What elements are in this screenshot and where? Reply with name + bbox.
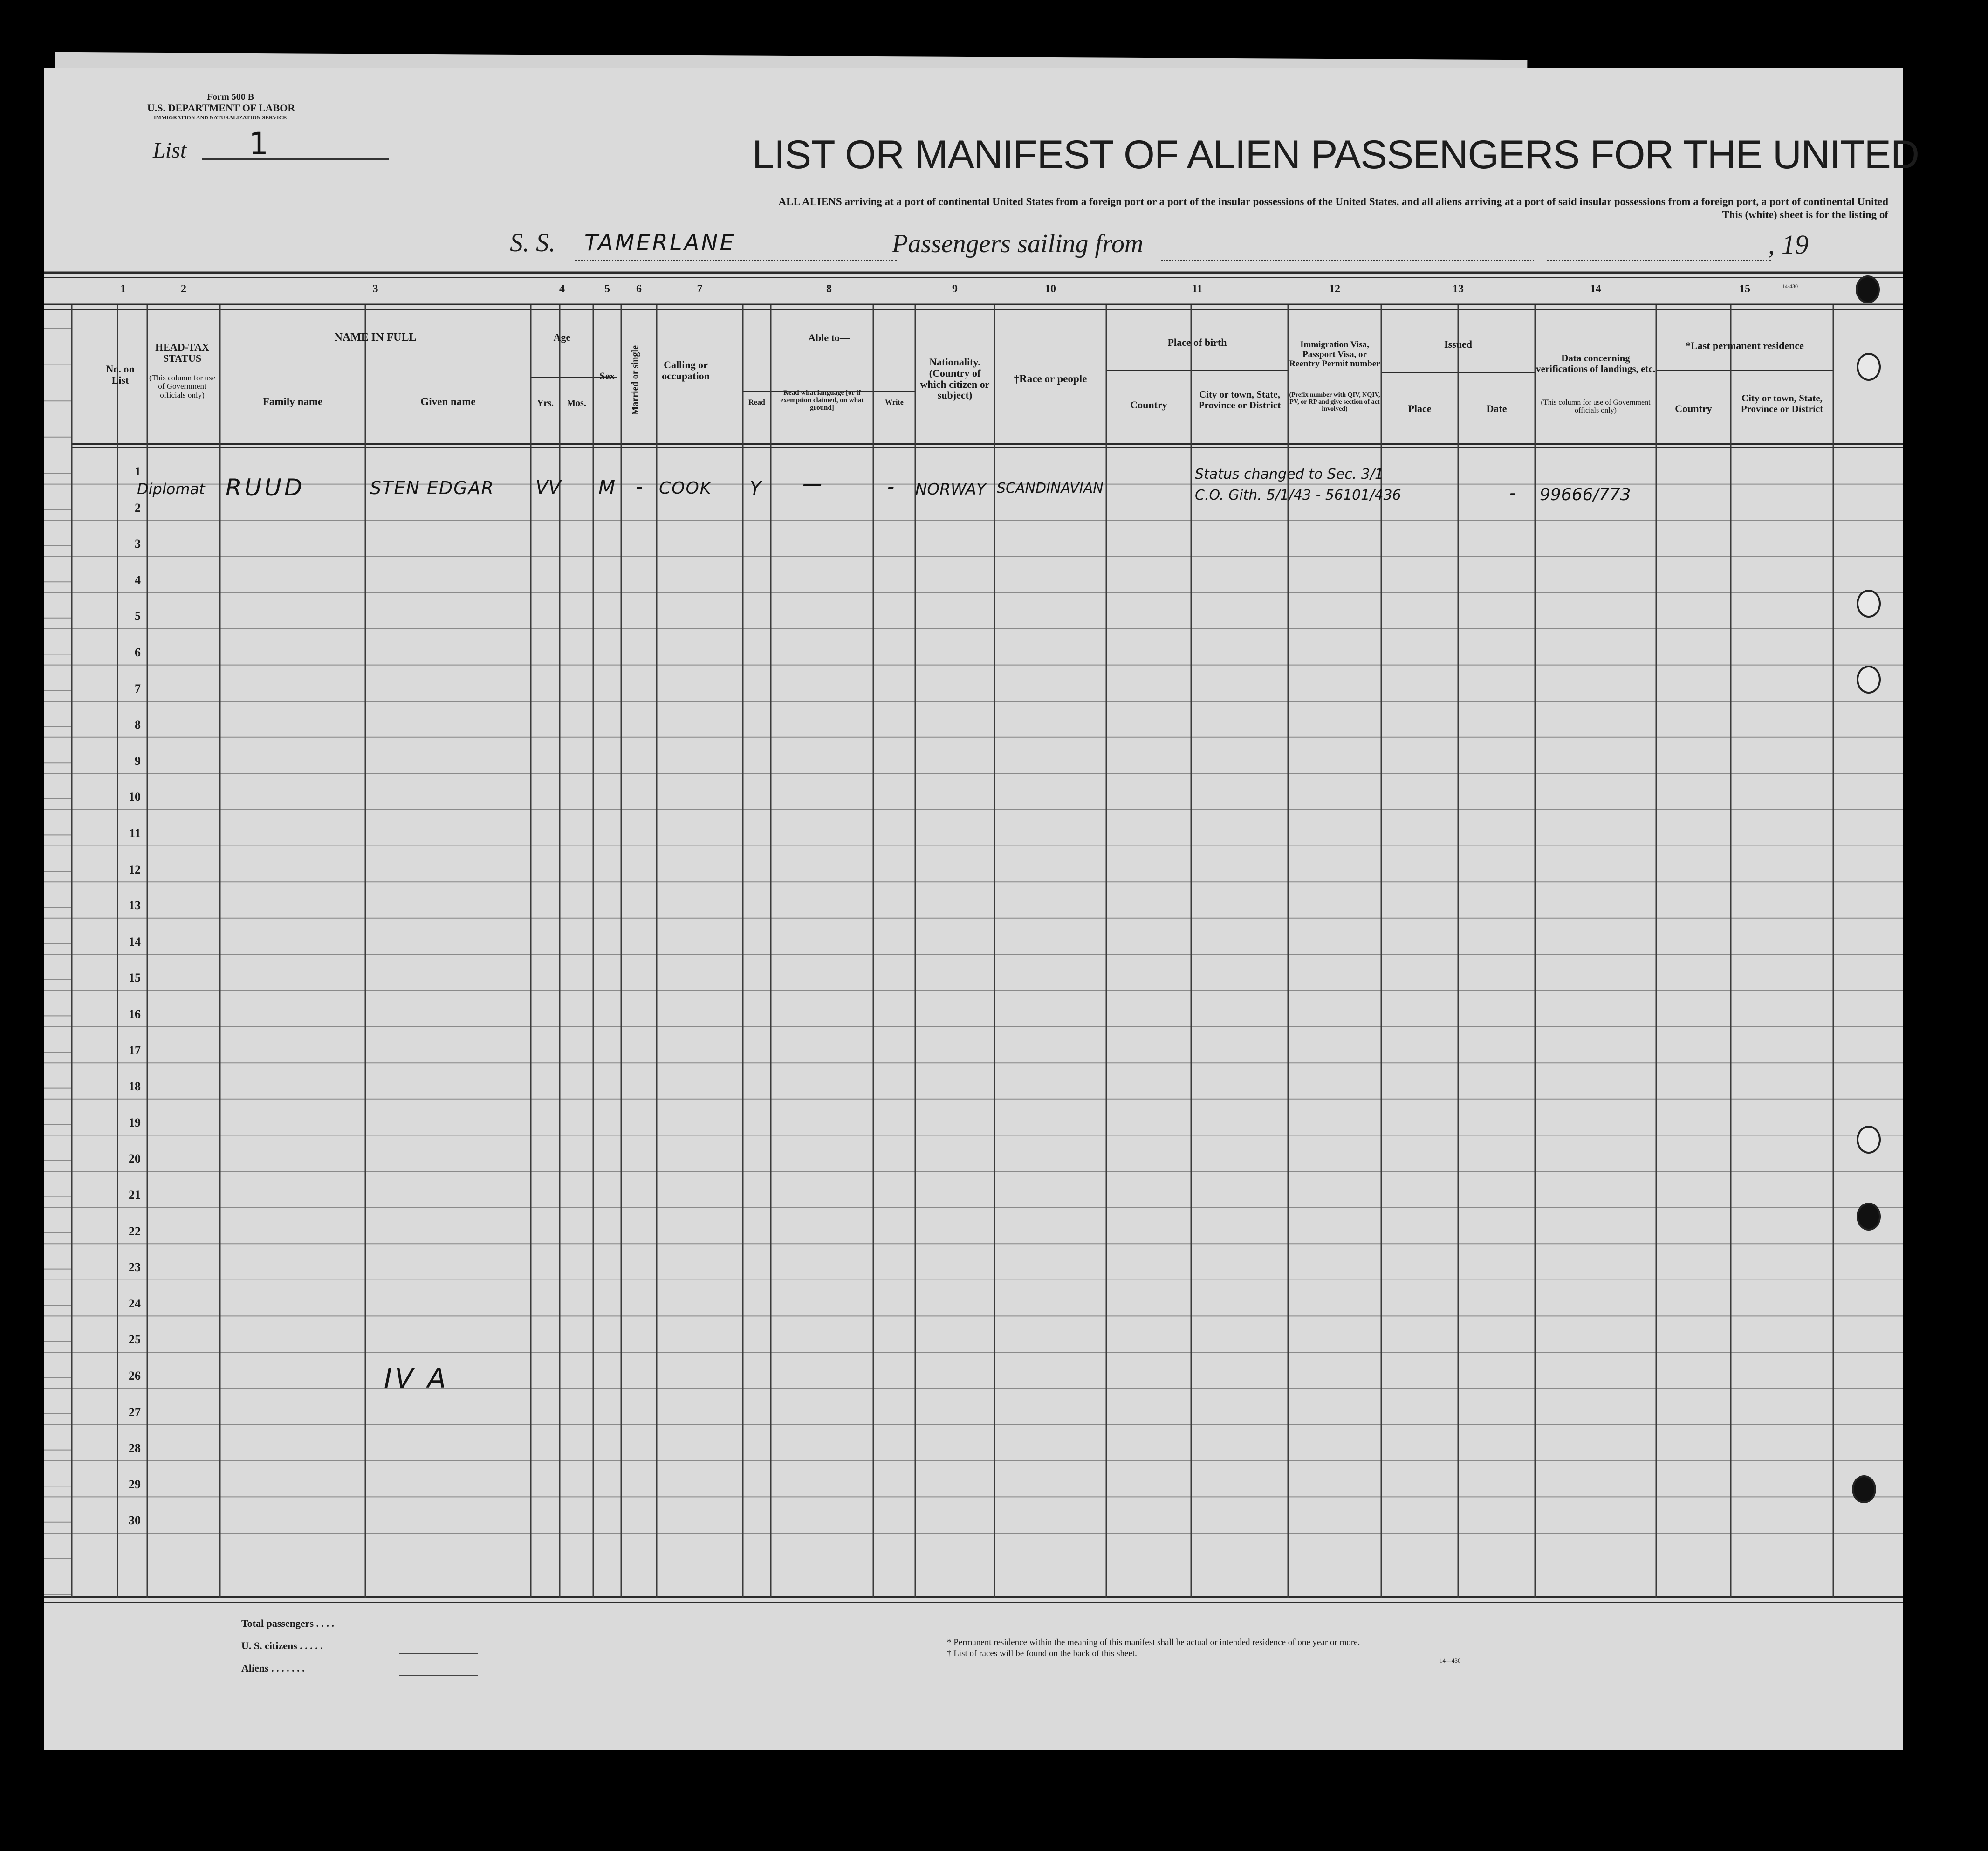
column-number: 5 (604, 283, 610, 295)
row-number: 17 (129, 1043, 141, 1057)
row-number: 10 (129, 790, 141, 804)
binder-hole (1852, 1475, 1876, 1503)
header-head-tax: HEAD-TAX STATUS (155, 341, 209, 364)
row-number: 11 (129, 826, 141, 840)
entry-read: Y (750, 478, 761, 499)
header-yrs: Yrs. (536, 398, 554, 408)
row-number: 29 (129, 1477, 141, 1491)
entry-read-language: — (802, 472, 822, 495)
year-label: , 19 (1768, 229, 1809, 260)
header-able-to: Able to— (808, 332, 850, 344)
service-label: IMMIGRATION AND NATURALIZATION SERVICE (154, 114, 287, 121)
binder-hole (1856, 275, 1880, 303)
column-number: 4 (559, 283, 565, 295)
header-data-note: (This column for use of Government officials only) (1541, 399, 1651, 415)
entry-sex: M (598, 476, 616, 499)
entry-married: - (636, 475, 643, 498)
header-race: †Race or people (1014, 373, 1087, 385)
row-number: 8 (135, 718, 141, 732)
row-number: 15 (129, 971, 141, 985)
row-number: 28 (129, 1441, 141, 1455)
header-mos: Mos. (567, 398, 586, 408)
column-number: 8 (826, 283, 832, 295)
header-head-tax-note: (This column for use of Government officials only) (149, 373, 216, 399)
column-number: 2 (181, 283, 186, 295)
row-number: 13 (129, 899, 141, 913)
binder-hole (1857, 353, 1881, 381)
header-issued: Issued (1444, 338, 1472, 350)
header-read-language: Read what language [or if exemption claimed, on what ground] (780, 389, 864, 412)
row-number: 19 (129, 1115, 141, 1129)
entry-write: - (887, 475, 895, 498)
row-number: 2 (135, 501, 141, 515)
footnote-races: † List of races will be found on the back of this sheet. (947, 1649, 1137, 1658)
column-number: 13 (1453, 283, 1464, 295)
entry-age-yrs: VV (535, 477, 561, 498)
ss-label: S. S. (510, 228, 555, 257)
header-res-city: City or town, State, Province or District (1741, 392, 1823, 414)
form-number: Form 500 B (207, 92, 254, 102)
header-sex: Sex (599, 370, 615, 382)
list-label: List (153, 138, 187, 163)
column-number: 14 (1590, 283, 1601, 295)
entry-head-tax: Diplomat (137, 480, 205, 498)
column-number: 7 (697, 283, 703, 295)
row-number: 22 (129, 1224, 141, 1238)
header-pob-city: City or town, State, Province or District (1198, 389, 1281, 411)
row-number: 6 (135, 646, 141, 659)
binder-hole (1857, 1203, 1881, 1231)
row-number: 21 (129, 1188, 141, 1202)
ship-name: TAMERLANE (584, 230, 736, 256)
aliens-field (399, 1675, 478, 1676)
row-number: 18 (129, 1080, 141, 1094)
binder-hole (1857, 590, 1881, 618)
row-number: 25 (129, 1333, 141, 1347)
column-number: 3 (372, 283, 378, 295)
row-number: 3 (135, 537, 141, 551)
row-number: 24 (129, 1296, 141, 1310)
list-value: 1 (249, 126, 268, 162)
sailing-label: Passengers sailing from (892, 229, 1144, 258)
row-number: 9 (135, 754, 141, 768)
row-number: 23 (129, 1260, 141, 1274)
header-nationality: Nationality. (Country of which citizen or subject) (920, 356, 990, 401)
header-issued-place: Place (1408, 403, 1432, 414)
row-number: 16 (129, 1007, 141, 1021)
entry-nationality: NORWAY (915, 480, 986, 499)
header-family-name: Family name (262, 396, 323, 407)
row-number: 27 (129, 1405, 141, 1419)
department-label: U.S. DEPARTMENT OF LABOR (147, 102, 295, 114)
aliens-label: Aliens . . . . . . . (241, 1662, 305, 1674)
row-number: 14 (129, 935, 141, 949)
header-age: Age (553, 331, 571, 343)
column-number: 15 (1739, 283, 1750, 295)
column-number: 9 (952, 283, 958, 295)
header-name-in-full: NAME IN FULL (334, 331, 417, 344)
entry-annotation-line1: Status changed to Sec. 3/1 (1195, 466, 1384, 482)
header-data-concerning: Data concerning verifications of landings, etc. (1536, 352, 1656, 374)
header-pob-country: Country (1130, 399, 1167, 411)
header-issued-date: Date (1486, 403, 1507, 414)
column-number: 12 (1329, 283, 1340, 295)
table-grid (44, 68, 1903, 1750)
header-calling: Calling or occupation (662, 359, 710, 382)
entry-data-concerning: 99666/773 (1540, 485, 1631, 504)
subtitle: ALL ALIENS arriving at a port of continental United States from a foreign port or a port of the insular possessions of the United States, and all aliens arriving at a port of said insular possessions from a foreign port, a port of continental United (778, 196, 1888, 207)
subtitle-continued: This (white) sheet is for the listing of (1722, 209, 1888, 220)
header-no-on-list: No. on List (106, 363, 135, 386)
row-number: 26 (129, 1369, 141, 1383)
column-number: 11 (1192, 283, 1203, 295)
header-given-name: Given name (420, 396, 476, 407)
header-read: Read (748, 399, 765, 406)
manifest-sheet (44, 68, 1919, 1750)
row-number: 4 (135, 573, 141, 587)
binder-hole (1857, 666, 1881, 694)
header-write: Write (885, 399, 904, 406)
footnote-residence: * Permanent residence within the meaning of this manifest shall be actual or intended residence of one year or more. (947, 1638, 1360, 1647)
entry-issued-date: - (1509, 482, 1516, 504)
entry-calling: COOK (659, 479, 712, 498)
header-married: Married or single (630, 345, 641, 415)
row-number: 20 (129, 1152, 141, 1166)
us-citizens-field (399, 1653, 478, 1654)
binder-hole (1857, 1126, 1881, 1154)
header-visa-note: (Prefix number with QIV, NQIV, PV, or RP and give section of act involved) (1289, 392, 1380, 413)
form-code: 14—430 (1440, 1657, 1461, 1664)
header-res-country: Country (1675, 403, 1712, 414)
header-last-residence: *Last permanent residence (1686, 340, 1804, 351)
entry-race: SCANDINAVIAN (997, 480, 1104, 496)
entry-annotation-line2: C.O. Gith. 5/1/43 - 56101/436 (1195, 487, 1401, 503)
entry-given-name: STEN EDGAR (370, 478, 494, 498)
header-place-of-birth: Place of birth (1167, 337, 1227, 348)
row-number: 5 (135, 609, 141, 623)
row-number: 30 (129, 1514, 141, 1528)
column-number: 10 (1045, 283, 1056, 295)
row-number: 7 (135, 681, 141, 695)
total-passengers-label: Total passengers . . . . (241, 1617, 335, 1629)
header-visa: Immigration Visa, Passport Visa, or Reentry Permit number (1289, 340, 1380, 369)
page-title: LIST OR MANIFEST OF ALIEN PASSENGERS FOR THE UNITED (752, 132, 1919, 177)
row26-note: IV A (384, 1362, 449, 1394)
column-number: 6 (636, 283, 642, 295)
entry-family-name: RUUD (226, 474, 305, 501)
row-number: 12 (129, 862, 141, 876)
corner-code: 14-430 (1782, 283, 1798, 289)
column-number: 1 (120, 283, 126, 295)
row-number: 1 (135, 465, 141, 478)
us-citizens-label: U. S. citizens . . . . . (241, 1640, 323, 1651)
